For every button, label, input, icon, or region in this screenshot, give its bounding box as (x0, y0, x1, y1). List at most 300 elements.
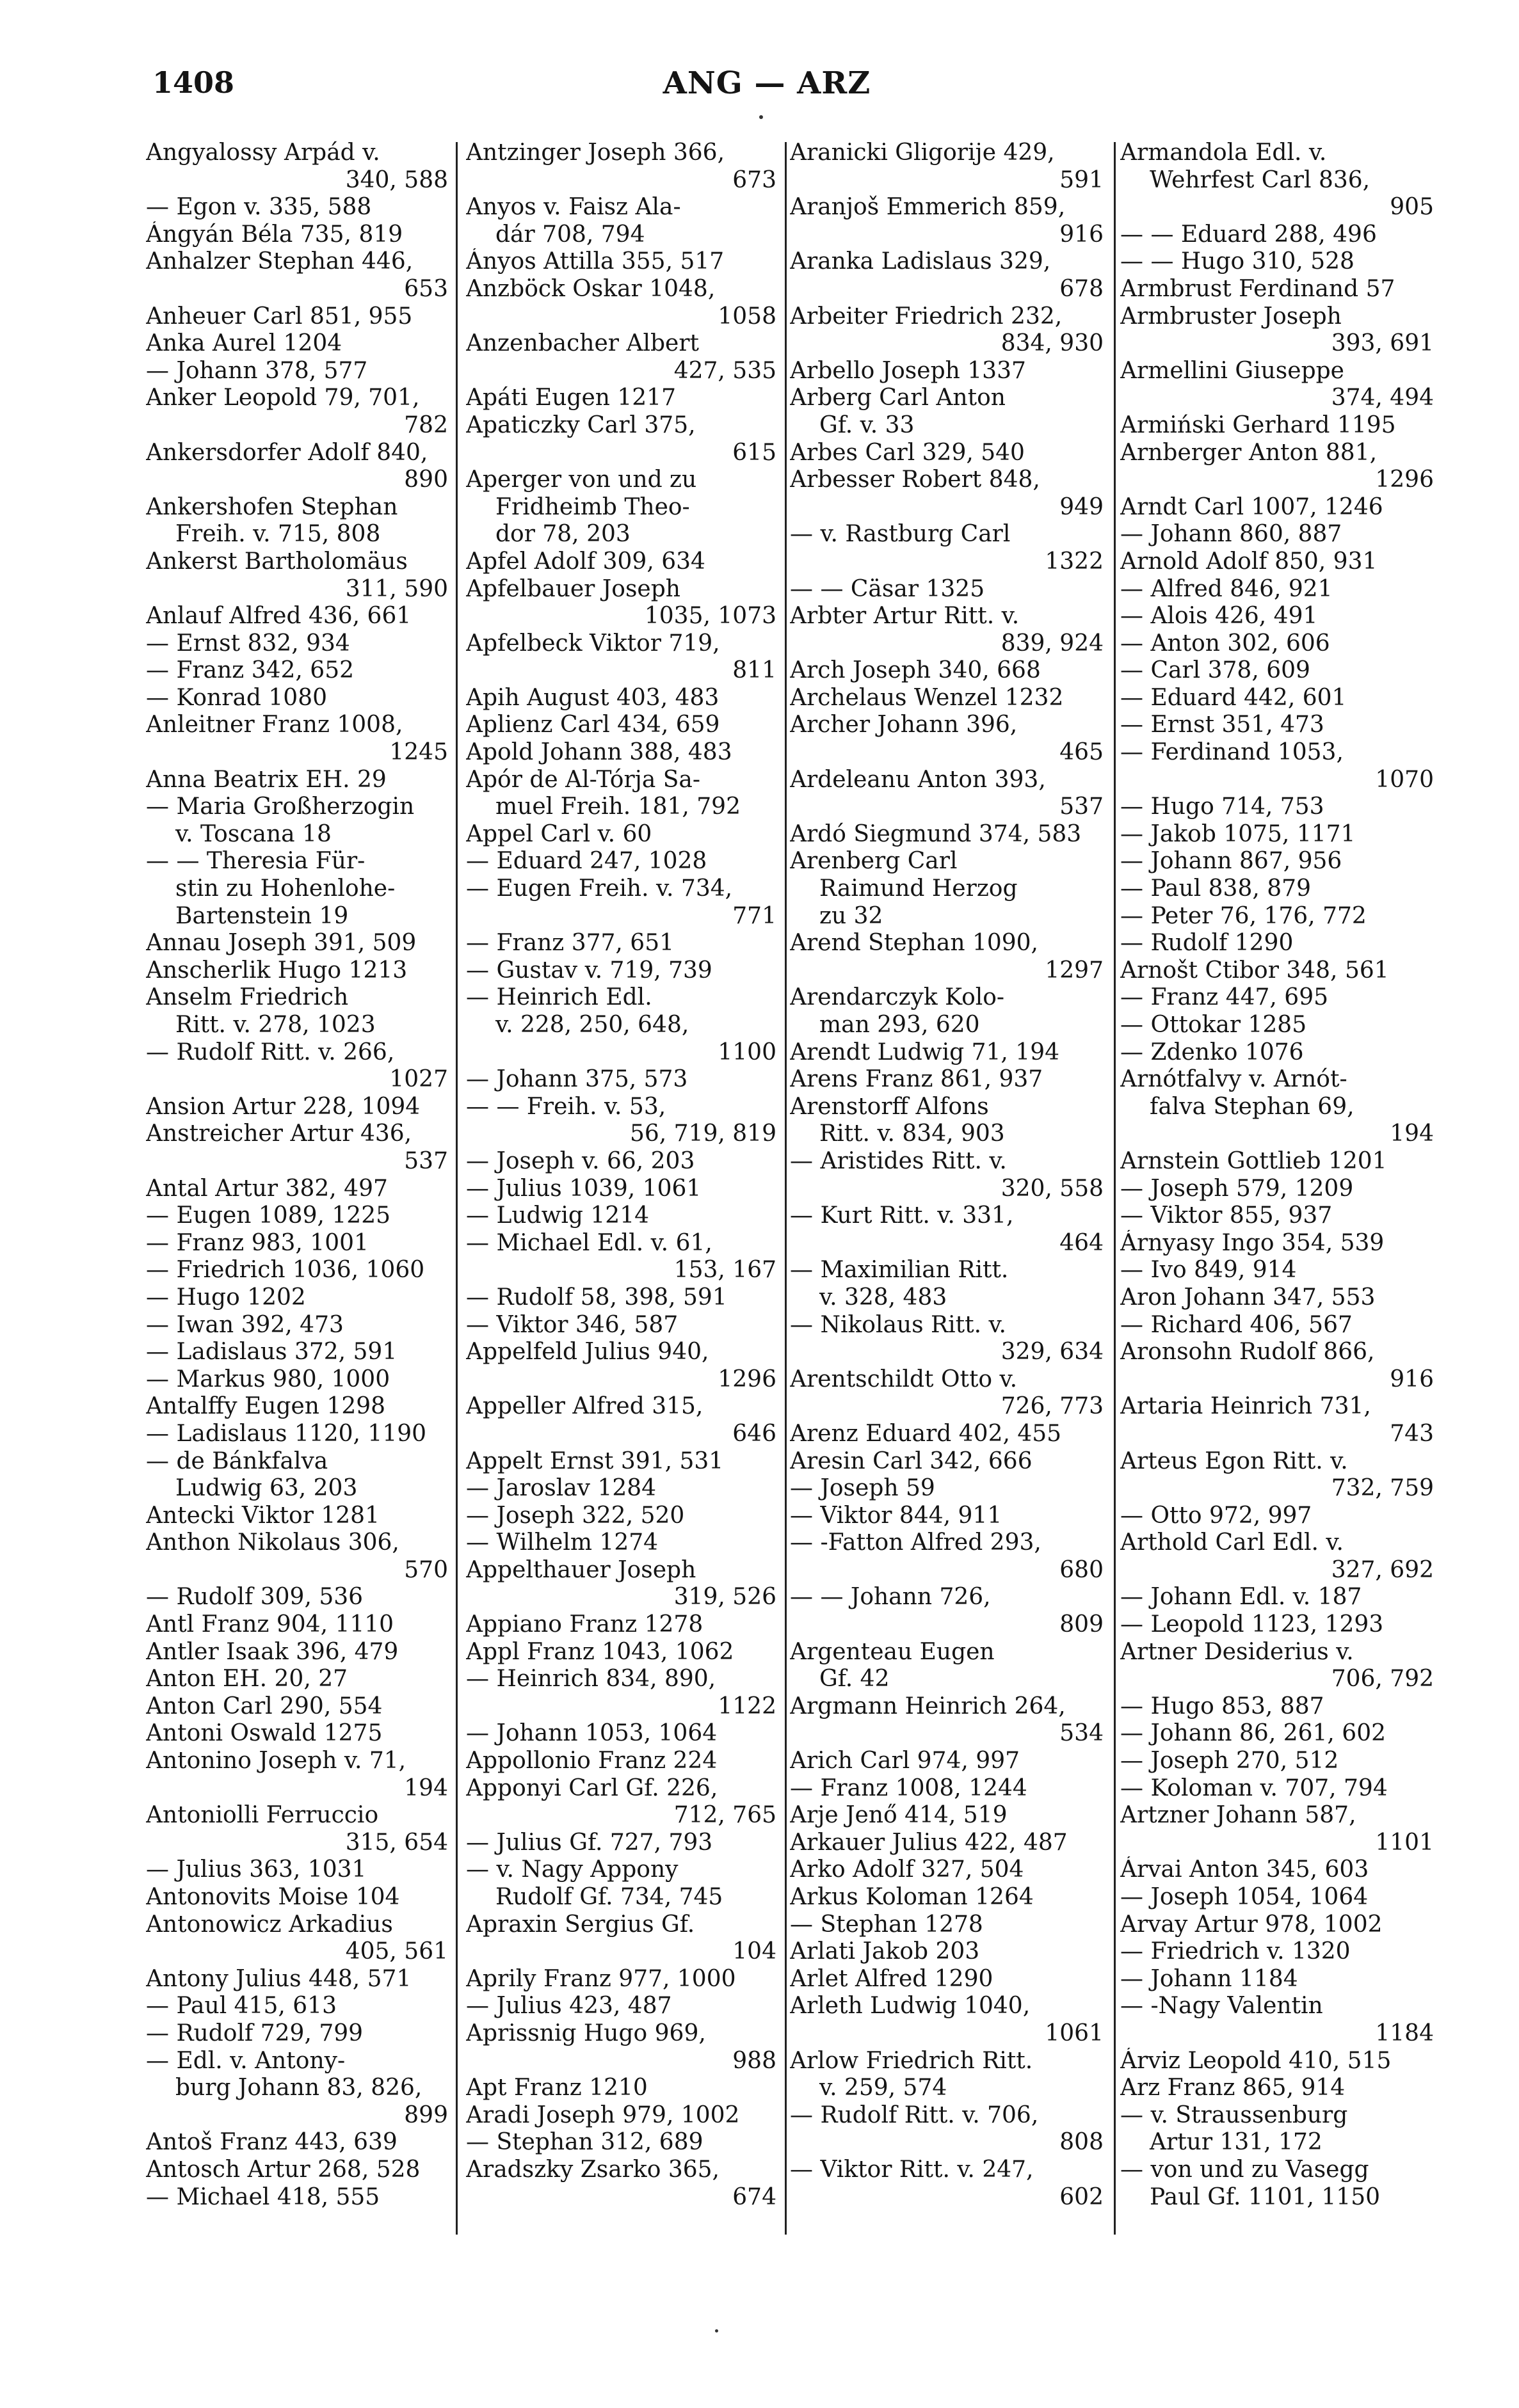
index-entry: — v. Straussenburg (1120, 2101, 1348, 2128)
index-entry: Arko Adolf 327, 504 (790, 1856, 1024, 1883)
index-entry-pages: 1322 (1045, 548, 1104, 575)
index-entry: Antzinger Joseph 366, (466, 140, 725, 166)
index-entry-pages: 405, 561 (345, 1938, 448, 1965)
index-entry: — Ernst 832, 934 (146, 630, 350, 657)
index-entry: Arenberg Carl (790, 848, 958, 875)
index-entry: — Eduard 247, 1028 (466, 848, 707, 875)
index-entry-pages: 916 (1390, 1366, 1434, 1392)
index-entry: Appelfeld Julius 940, (466, 1339, 709, 1366)
index-entry: — Alfred 846, 921 (1120, 575, 1333, 602)
index-entry: Argenteau Eugen (790, 1638, 995, 1665)
index-entry-continuation: Freih. v. 715, 808 (175, 521, 381, 548)
index-entry-continuation: Raimund Herzog (819, 875, 1018, 902)
index-entry: Ankerst Bartholomäus (146, 548, 408, 575)
index-entry-pages: 890 (404, 466, 448, 493)
index-entry: Arenz Eduard 402, 455 (790, 1420, 1062, 1447)
index-entry: — Johann 867, 956 (1120, 848, 1342, 875)
index-entry: — Julius 423, 487 (466, 1993, 672, 2020)
index-entry: Arbes Carl 329, 540 (790, 439, 1025, 466)
index-entry: — Johann 378, 577 (146, 357, 368, 384)
index-entry: — Zdenko 1076 (1120, 1039, 1304, 1065)
index-entry: — Richard 406, 567 (1120, 1311, 1353, 1338)
index-entry: — Stephan 312, 689 (466, 2129, 703, 2156)
index-entry: Anthon Nikolaus 306, (146, 1529, 399, 1556)
index-entry: Aradszky Zsarko 365, (466, 2156, 719, 2183)
index-entry: Aplienz Carl 434, 659 (466, 712, 720, 738)
index-entry-pages: 311, 590 (345, 575, 448, 602)
index-entry-pages: 534 (1059, 1720, 1104, 1747)
index-entry: — Peter 76, 176, 772 (1120, 902, 1367, 929)
index-entry: — Hugo 714, 753 (1120, 793, 1324, 820)
index-entry: — Carl 378, 609 (1120, 657, 1310, 684)
index-entry: — Rudolf Ritt. v. 266, (146, 1039, 395, 1065)
index-entry: — Franz 377, 651 (466, 930, 675, 957)
index-entry: Arendarczyk Kolo- (790, 984, 1005, 1011)
index-entry-pages: 1058 (718, 303, 776, 330)
index-entry: Armandola Edl. v. (1120, 140, 1327, 166)
index-entry: Annau Joseph 391, 509 (146, 930, 417, 957)
index-entry-pages: 327, 692 (1331, 1556, 1434, 1583)
index-entry: Anka Aurel 1204 (146, 330, 342, 357)
index-entry-pages: 1035, 1073 (644, 603, 776, 630)
index-entry: Arthold Carl Edl. v. (1120, 1529, 1344, 1556)
index-entry: Arkauer Julius 422, 487 (790, 1829, 1068, 1856)
index-entry-pages: 653 (404, 275, 448, 302)
index-entry-pages: 570 (404, 1556, 448, 1583)
index-entry: Arbter Artur Ritt. v. (790, 603, 1020, 630)
index-entry: Arnberger Anton 881, (1120, 439, 1378, 466)
index-entry: Aprissnig Hugo 969, (466, 2020, 706, 2046)
index-entry-continuation: Fridheimb Theo- (495, 493, 690, 520)
index-entry-pages: 320, 558 (1001, 1175, 1104, 1202)
index-entry: Anlauf Alfred 436, 661 (146, 603, 412, 630)
index-entry: Antony Julius 448, 571 (146, 1965, 412, 1992)
index-entry: Arenstorff Alfons (790, 1093, 989, 1120)
index-entry: — Julius 363, 1031 (146, 1856, 367, 1883)
index-entry-pages: 537 (404, 1147, 448, 1174)
index-column-4 (1120, 140, 1434, 2245)
index-entry: Arlati Jakob 203 (790, 1938, 980, 1965)
index-entry-pages: 1027 (389, 1066, 448, 1093)
index-entry: Armbruster Joseph (1120, 303, 1342, 330)
index-entry-continuation: burg Johann 83, 826, (175, 2075, 422, 2101)
index-entry-continuation: Paul Gf. 1101, 1150 (1150, 2183, 1381, 2210)
index-entry: Anhalzer Stephan 446, (146, 248, 414, 275)
index-entry: — Eduard 442, 601 (1120, 684, 1347, 711)
index-entry: Arlow Friedrich Ritt. (790, 2047, 1033, 2074)
index-entry-continuation: dor 78, 203 (495, 521, 631, 548)
index-entry: Arberg Carl Anton (790, 385, 1006, 411)
index-entry: Anyos v. Faisz Ala- (466, 194, 681, 221)
index-entry: — Maria Großherzogin (146, 793, 415, 820)
index-entry-continuation: Gf. 42 (819, 1666, 890, 1693)
index-entry: — Joseph 579, 1209 (1120, 1175, 1354, 1202)
index-entry: — Viktor 844, 911 (790, 1502, 1002, 1529)
index-entry: — Ivo 849, 914 (1120, 1257, 1297, 1284)
index-column-3 (790, 140, 1104, 2245)
index-entry: — Johann 375, 573 (466, 1066, 688, 1093)
index-entry-pages: 678 (1059, 275, 1104, 302)
index-entry-continuation: v. 259, 574 (819, 2075, 947, 2101)
index-entry-continuation: v. 228, 250, 648, (495, 1012, 689, 1038)
index-entry: Arteus Egon Ritt. v. (1120, 1447, 1348, 1474)
index-entry: Arbeiter Friedrich 232, (790, 303, 1063, 330)
index-entry: — Joseph 322, 520 (466, 1502, 685, 1529)
index-entry: Armellini Giuseppe (1120, 357, 1344, 384)
index-entry: — Maximilian Ritt. (790, 1257, 1009, 1284)
index-entry: Antosch Artur 268, 528 (146, 2156, 421, 2183)
index-entry: Arnstein Gottlieb 1201 (1120, 1147, 1387, 1174)
print-speck (715, 2329, 718, 2332)
index-entry: — Nikolaus Ritt. v. (790, 1311, 1006, 1338)
index-entry: Ángyán Béla 735, 819 (146, 221, 403, 248)
index-entry-pages: 1184 (1375, 2020, 1434, 2046)
index-entry: — — Cäsar 1325 (790, 575, 985, 602)
index-entry: Árvai Anton 345, 603 (1120, 1856, 1369, 1883)
index-entry-pages: 1070 (1375, 766, 1434, 793)
index-entry: — Rudolf Ritt. v. 706, (790, 2101, 1039, 2128)
index-entry-pages: 1296 (718, 1366, 776, 1392)
index-entry: — Friedrich v. 1320 (1120, 1938, 1351, 1965)
index-entry: Appollonio Franz 224 (466, 1748, 718, 1774)
index-entry: Appeller Alfred 315, (466, 1393, 703, 1420)
index-entry-pages: 811 (732, 657, 776, 684)
index-entry: Armbrust Ferdinand 57 (1120, 275, 1395, 302)
index-entry: Arnold Adolf 850, 931 (1120, 548, 1378, 575)
index-entry-pages: 393, 691 (1331, 330, 1434, 357)
column-rule (456, 142, 458, 2235)
index-entry: — Ladislaus 1120, 1190 (146, 1420, 427, 1447)
index-entry: — Gustav v. 719, 739 (466, 957, 712, 984)
index-entry-continuation: Artur 131, 172 (1150, 2129, 1322, 2156)
index-entry: — Johann Edl. v. 187 (1120, 1584, 1362, 1611)
index-entry-continuation: Rudolf Gf. 734, 745 (495, 1884, 723, 1910)
index-entry: — Ernst 351, 473 (1120, 712, 1324, 738)
index-entry-pages: 374, 494 (1331, 385, 1434, 411)
index-entry-pages: 615 (732, 439, 776, 466)
index-entry: — — Freih. v. 53, (466, 1093, 666, 1120)
index-entry: — Rudolf 1290 (1120, 930, 1294, 957)
index-entry: Anna Beatrix EH. 29 (146, 766, 387, 793)
column-rule (1114, 142, 1116, 2235)
index-entry: Appelt Ernst 391, 531 (466, 1447, 724, 1474)
index-entry-pages: 706, 792 (1331, 1666, 1434, 1693)
index-entry: Anselm Friedrich (146, 984, 349, 1011)
index-entry-pages: 1101 (1375, 1829, 1434, 1856)
index-entry-continuation: Ritt. v. 834, 903 (819, 1120, 1005, 1147)
index-entry: — Joseph v. 66, 203 (466, 1147, 695, 1174)
index-entry: — Heinrich 834, 890, (466, 1666, 716, 1693)
index-entry: — Michael Edl. v. 61, (466, 1229, 712, 1256)
index-entry: — Franz 447, 695 (1120, 984, 1329, 1011)
index-entry: Antecki Viktor 1281 (146, 1502, 380, 1529)
index-entry: Antoš Franz 443, 639 (146, 2129, 398, 2156)
index-entry: — Johann 1053, 1064 (466, 1720, 718, 1747)
page-header (152, 65, 1381, 110)
index-entry: — Wilhelm 1274 (466, 1529, 659, 1556)
index-entry: — — Eduard 288, 496 (1120, 221, 1377, 248)
index-column-2 (466, 140, 776, 2245)
index-entry: — -Fatton Alfred 293, (790, 1529, 1041, 1556)
index-entry-pages: 673 (732, 166, 776, 193)
index-entry: Arnótfalvy v. Arnót- (1120, 1066, 1347, 1093)
index-entry-continuation: Bartenstein 19 (175, 902, 349, 929)
index-entry: — v. Rastburg Carl (790, 521, 1011, 548)
index-entry-pages: 905 (1390, 194, 1434, 221)
index-entry: Apponyi Carl Gf. 226, (466, 1774, 718, 1801)
index-entry-pages: 1122 (718, 1693, 776, 1719)
index-entry-pages: 646 (732, 1420, 776, 1447)
index-entry-continuation: zu 32 (819, 902, 883, 929)
index-entry: — Stephan 1278 (790, 1911, 983, 1938)
index-entry: Arentschildt Otto v. (790, 1366, 1018, 1392)
index-entry: — Rudolf 729, 799 (146, 2020, 364, 2046)
index-entry-continuation: Gf. v. 33 (819, 411, 915, 438)
index-entry-pages: 988 (732, 2047, 776, 2074)
index-entry: Artner Desiderius v. (1120, 1638, 1354, 1665)
index-entry: — Viktor Ritt. v. 247, (790, 2156, 1034, 2183)
index-entry-continuation: v. Toscana 18 (175, 820, 332, 847)
index-entry: Árviz Leopold 410, 515 (1120, 2047, 1392, 2074)
index-entry-pages: 899 (404, 2101, 448, 2128)
index-entry: Antoniolli Ferruccio (146, 1802, 379, 1829)
index-entry: Arvay Artur 978, 1002 (1120, 1911, 1383, 1938)
index-entry: Anton Carl 290, 554 (146, 1693, 383, 1719)
index-entry: — Kurt Ritt. v. 331, (790, 1202, 1014, 1229)
index-entry-pages: 464 (1059, 1229, 1104, 1256)
index-entry: Anker Leopold 79, 701, (146, 385, 420, 411)
index-entry: Anstreicher Artur 436, (146, 1120, 412, 1147)
index-entry: Ányos Attilla 355, 517 (466, 248, 725, 275)
index-entry: Appiano Franz 1278 (466, 1611, 703, 1638)
index-entry-pages: 319, 526 (673, 1584, 776, 1611)
index-entry: — Konrad 1080 (146, 684, 328, 711)
index-entry: — Egon v. 335, 588 (146, 194, 372, 221)
index-entry: Arje Jenő 414, 519 (790, 1802, 1008, 1829)
index-entry: Arendt Ludwig 71, 194 (790, 1039, 1060, 1065)
index-entry: — Franz 983, 1001 (146, 1229, 369, 1256)
index-entry: Arens Franz 861, 937 (790, 1066, 1043, 1093)
index-entry: Antonovits Moise 104 (146, 1884, 400, 1910)
index-entry: Anheuer Carl 851, 955 (146, 303, 413, 330)
index-entry-pages: 771 (732, 902, 776, 929)
index-entry: — Franz 1008, 1244 (790, 1774, 1027, 1801)
index-entry: Appel Carl v. 60 (466, 820, 652, 847)
index-entry-continuation: falva Stephan 69, (1150, 1093, 1354, 1120)
index-entry: Árnyasy Ingo 354, 539 (1120, 1229, 1385, 1256)
index-entry-pages: 104 (732, 1938, 776, 1965)
index-entry: Arend Stephan 1090, (790, 930, 1039, 957)
index-entry-continuation: dár 708, 794 (495, 221, 645, 248)
index-entry: Artaria Heinrich 731, (1120, 1393, 1371, 1420)
index-entry: Ankershofen Stephan (146, 493, 398, 520)
index-entry: — -Nagy Valentin (1120, 1993, 1323, 2020)
index-entry-continuation: Wehrfest Carl 836, (1150, 166, 1370, 193)
index-entry-pages: 591 (1059, 166, 1104, 193)
index-entry: Antoni Oswald 1275 (146, 1720, 383, 1747)
index-entry: Antalffy Eugen 1298 (146, 1393, 386, 1420)
index-entry-pages: 537 (1059, 793, 1104, 820)
index-entry: Ansion Artur 228, 1094 (146, 1093, 421, 1120)
index-entry: — Paul 838, 879 (1120, 875, 1311, 902)
index-entry: Aranicki Gligorije 429, (790, 140, 1055, 166)
index-entry: Antonino Joseph v. 71, (146, 1748, 406, 1774)
index-entry-pages: 712, 765 (673, 1802, 776, 1829)
index-entry-pages: 153, 167 (673, 1257, 776, 1284)
index-entry: — Joseph 1054, 1064 (1120, 1884, 1369, 1910)
index-entry-pages: 916 (1059, 221, 1104, 248)
index-entry: Antler Isaak 396, 479 (146, 1638, 399, 1665)
index-entry-pages: 809 (1059, 1611, 1104, 1638)
index-entry: — Johann 860, 887 (1120, 521, 1342, 548)
index-entry: Anzenbacher Albert (466, 330, 699, 357)
index-entry: — Ludwig 1214 (466, 1202, 650, 1229)
index-entry: Aranjoš Emmerich 859, (790, 194, 1066, 221)
index-entry: — Heinrich Edl. (466, 984, 652, 1011)
index-entry: Aprily Franz 977, 1000 (466, 1965, 736, 1992)
index-entry: — Joseph 270, 512 (1120, 1748, 1339, 1774)
index-entry: — de Bánkfalva (146, 1447, 328, 1474)
index-entry: Arndt Carl 1007, 1246 (1120, 493, 1383, 520)
index-entry: Arleth Ludwig 1040, (790, 1993, 1031, 2020)
index-entry-pages: 602 (1059, 2183, 1104, 2210)
index-entry: Armiński Gerhard 1195 (1120, 411, 1396, 438)
index-entry: — Johann 86, 261, 602 (1120, 1720, 1386, 1747)
index-entry-pages: 1296 (1375, 466, 1434, 493)
index-column-1 (146, 140, 448, 2245)
index-entry-continuation: stin zu Hohenlohe- (175, 875, 396, 902)
index-entry-pages: 1245 (389, 739, 448, 766)
index-entry: — — Johann 726, (790, 1584, 991, 1611)
index-entry: Archer Johann 396, (790, 712, 1018, 738)
index-entry: Aradi Joseph 979, 1002 (466, 2101, 740, 2128)
index-entry-pages: 949 (1059, 493, 1104, 520)
index-entry: — Friedrich 1036, 1060 (146, 1257, 425, 1284)
index-entry: Arbello Joseph 1337 (790, 357, 1026, 384)
index-entry: — Markus 980, 1000 (146, 1366, 390, 1392)
index-entry: Apold Johann 388, 483 (466, 739, 732, 766)
index-entry: Arich Carl 974, 997 (790, 1748, 1020, 1774)
index-entry-pages: 315, 654 (345, 1829, 448, 1856)
index-entry: — Alois 426, 491 (1120, 603, 1318, 630)
index-entry: Arch Joseph 340, 668 (790, 657, 1041, 684)
index-entry: — Joseph 59 (790, 1475, 935, 1502)
index-entry: — Edl. v. Antony- (146, 2047, 346, 2074)
index-entry: — Hugo 1202 (146, 1284, 306, 1311)
index-entry-pages: 839, 924 (1001, 630, 1104, 657)
index-entry-pages: 680 (1059, 1556, 1104, 1583)
index-entry: — Rudolf 309, 536 (146, 1584, 364, 1611)
index-entry-pages: 329, 634 (1001, 1339, 1104, 1366)
index-entry-pages: 743 (1390, 1420, 1434, 1447)
running-head: ANG — ARZ (663, 65, 871, 101)
index-entry: Apfelbeck Viktor 719, (466, 630, 720, 657)
index-entry: — Rudolf 58, 398, 591 (466, 1284, 727, 1311)
index-entry: Apfel Adolf 309, 634 (466, 548, 705, 575)
print-speck (759, 115, 763, 119)
index-entry-pages: 194 (1390, 1120, 1434, 1147)
index-entry: Ardó Siegmund 374, 583 (790, 820, 1082, 847)
index-entry: Aron Johann 347, 553 (1120, 1284, 1376, 1311)
index-entry: — Jakob 1075, 1171 (1120, 820, 1356, 847)
index-entry: Archelaus Wenzel 1232 (790, 684, 1064, 711)
index-entry: Apih August 403, 483 (466, 684, 719, 711)
index-entry-pages: 674 (732, 2183, 776, 2210)
index-entry: — Ladislaus 372, 591 (146, 1339, 398, 1366)
index-entry: Apfelbauer Joseph (466, 575, 680, 602)
index-entry-continuation: v. 328, 483 (819, 1284, 947, 1311)
index-entry: — Michael 418, 555 (146, 2183, 380, 2210)
index-entry: — Julius Gf. 727, 793 (466, 1829, 713, 1856)
index-entry-continuation: muel Freih. 181, 792 (495, 793, 741, 820)
index-entry-continuation: Ritt. v. 278, 1023 (175, 1012, 376, 1038)
index-entry-pages: 834, 930 (1001, 330, 1104, 357)
index-entry: — Johann 1184 (1120, 1965, 1298, 1992)
index-entry: Angyalossy Arpád v. (146, 140, 380, 166)
index-entry: Antonowicz Arkadius (146, 1911, 393, 1938)
index-entry: — Jaroslav 1284 (466, 1475, 657, 1502)
index-entry: — Eugen Freih. v. 734, (466, 875, 733, 902)
index-entry: — Viktor 855, 937 (1120, 1202, 1333, 1229)
index-entry-pages: 1061 (1045, 2020, 1104, 2046)
index-entry-pages: 465 (1059, 739, 1104, 766)
index-entry: Anscherlik Hugo 1213 (146, 957, 408, 984)
index-entry: Arlet Alfred 1290 (790, 1965, 993, 1992)
index-entry: Arkus Koloman 1264 (790, 1884, 1034, 1910)
index-entry: — Otto 972, 997 (1120, 1502, 1312, 1529)
index-entry-pages: 808 (1059, 2129, 1104, 2156)
index-entry: Arbesser Robert 848, (790, 466, 1040, 493)
index-entry: — Franz 342, 652 (146, 657, 355, 684)
page-number: 1408 (152, 65, 235, 100)
index-entry: Apt Franz 1210 (466, 2075, 648, 2101)
index-entry: Ardeleanu Anton 393, (790, 766, 1046, 793)
index-entry: — Paul 415, 613 (146, 1993, 337, 2020)
index-entry: Anzböck Oskar 1048, (466, 275, 716, 302)
index-entry-pages: 732, 759 (1331, 1475, 1434, 1502)
index-entry-pages: 782 (404, 411, 448, 438)
column-rule (785, 142, 787, 2235)
index-entry-continuation: Ludwig 63, 203 (175, 1475, 358, 1502)
index-entry: Apór de Al-Tórja Sa- (466, 766, 701, 793)
index-entry: Anton EH. 20, 27 (146, 1666, 348, 1693)
index-entry: — Eugen 1089, 1225 (146, 1202, 391, 1229)
index-entry: Anleitner Franz 1008, (146, 712, 403, 738)
index-entry: — Anton 302, 606 (1120, 630, 1330, 657)
index-entry-pages: 194 (404, 1774, 448, 1801)
index-entry: Arz Franz 865, 914 (1120, 2075, 1346, 2101)
index-entry: Appl Franz 1043, 1062 (466, 1638, 734, 1665)
index-entry: Antal Artur 382, 497 (146, 1175, 388, 1202)
index-entry: — Koloman v. 707, 794 (1120, 1774, 1388, 1801)
index-entry-pages: 726, 773 (1001, 1393, 1104, 1420)
index-entry: — v. Nagy Appony (466, 1856, 679, 1883)
index-entry: — — Hugo 310, 528 (1120, 248, 1354, 275)
index-entry-continuation: man 293, 620 (819, 1012, 980, 1038)
index-entry: Apraxin Sergius Gf. (466, 1911, 695, 1938)
index-entry: Arnošt Ctibor 348, 561 (1120, 957, 1389, 984)
index-entry: Antl Franz 904, 1110 (146, 1611, 394, 1638)
index-entry: — — Theresia Für- (146, 848, 366, 875)
index-entry: Apaticzky Carl 375, (466, 411, 696, 438)
index-entry: — Viktor 346, 587 (466, 1311, 679, 1338)
index-entry: Ankersdorfer Adolf 840, (146, 439, 428, 466)
index-entry: Appelthauer Joseph (466, 1556, 696, 1583)
index-entry: — Ottokar 1285 (1120, 1012, 1307, 1038)
index-entry: Aronsohn Rudolf 866, (1120, 1339, 1375, 1366)
index-entry: — Aristides Ritt. v. (790, 1147, 1007, 1174)
index-entry: — Julius 1039, 1061 (466, 1175, 702, 1202)
